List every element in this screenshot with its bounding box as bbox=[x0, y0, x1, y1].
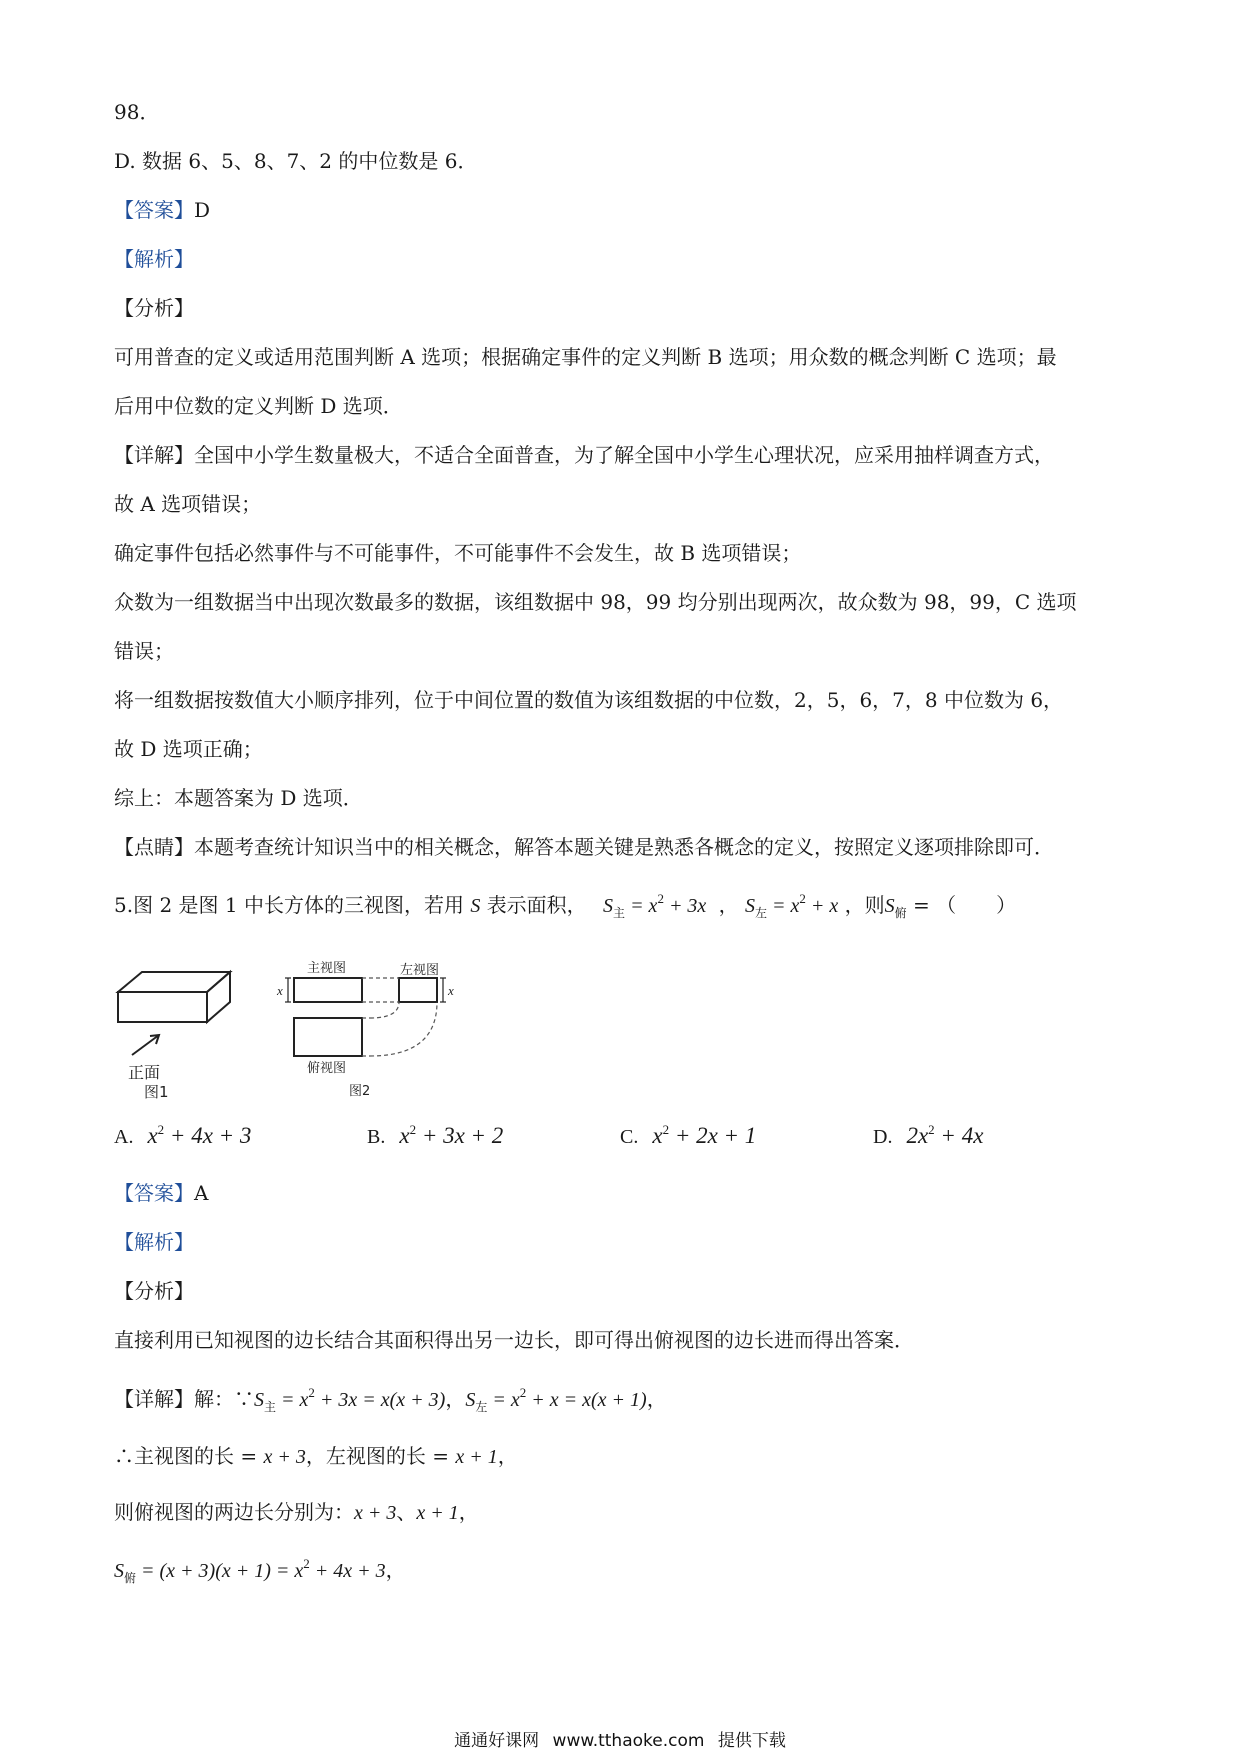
math-expression: x + 1 bbox=[416, 1502, 459, 1524]
answer-line-1 bbox=[114, 195, 210, 225]
footer-site-name: 通通好课网 bbox=[454, 1731, 540, 1751]
math-superscript: 2 bbox=[657, 891, 664, 906]
analysis-text: 后用中位数的定义判断 D 选项． bbox=[114, 394, 403, 418]
math-expression: x + 3 bbox=[354, 1502, 397, 1524]
punctuation: ， bbox=[445, 1387, 466, 1411]
math-superscript: 2 bbox=[308, 1385, 315, 1400]
math-expression: = (x + 3)(x + 1) = x bbox=[136, 1560, 304, 1582]
math-symbol: S bbox=[745, 895, 756, 917]
detail-text: 故 A 选项错误； bbox=[114, 492, 262, 516]
front-label: 正面 bbox=[128, 1063, 161, 1082]
answer-value: D bbox=[194, 198, 211, 222]
punctuation: ， bbox=[646, 1387, 667, 1411]
main-view-rect bbox=[294, 978, 362, 1002]
detail-line bbox=[114, 440, 1054, 470]
math-expression: x + 3 bbox=[263, 1446, 306, 1468]
option-label: A. bbox=[114, 1126, 134, 1148]
math-superscript: 2 bbox=[662, 1122, 670, 1137]
top-view-rect bbox=[294, 1018, 362, 1056]
x-dimension-label: x bbox=[448, 983, 454, 998]
detail-tag: 【详解】 bbox=[114, 1387, 194, 1411]
math-symbol: S bbox=[254, 1389, 264, 1411]
math-expression: + 4x bbox=[934, 1123, 984, 1148]
option-label: C. bbox=[620, 1126, 639, 1148]
option-label: B. bbox=[367, 1126, 386, 1148]
figure-2-label: 图2 bbox=[349, 1084, 371, 1099]
math-subscript: 主 bbox=[613, 906, 626, 920]
cuboid-side-face bbox=[207, 972, 230, 1022]
option-label: D. bbox=[873, 1126, 893, 1148]
therefore-line bbox=[114, 1441, 518, 1472]
answer-tag: 【答案】 bbox=[114, 1181, 194, 1205]
math-symbol: S bbox=[465, 1389, 476, 1411]
fenxi-tag: 【分析】 bbox=[114, 1279, 194, 1303]
math-expression: + x = x(x + 1) bbox=[526, 1389, 647, 1411]
dianjing-text: 本题考查统计知识当中的相关概念，解答本题关键是熟悉各概念的定义，按照定义逐项排除即可． bbox=[194, 835, 1054, 859]
text-line: 98． bbox=[114, 100, 160, 124]
math-symbol: S bbox=[884, 895, 895, 917]
detail-text: 确定事件包括必然事件与不可能事件，不可能事件不会发生，故 B 选项错误； bbox=[114, 541, 802, 565]
math-subscript: 主 bbox=[264, 1400, 277, 1414]
cuboid-front-face bbox=[118, 992, 207, 1022]
math-expression: + 3x + 2 bbox=[416, 1123, 504, 1148]
punctuation: ， bbox=[497, 1444, 518, 1468]
answer-line-2 bbox=[114, 1178, 208, 1208]
math-symbol: S bbox=[114, 1560, 124, 1582]
question-text: = （ ） bbox=[906, 893, 1017, 917]
three-view-figure bbox=[108, 948, 468, 1100]
detail-text: ∴主视图的长 = bbox=[114, 1444, 264, 1468]
question-text: 表示面积， bbox=[486, 893, 587, 917]
answer-tag: 【答案】 bbox=[114, 198, 194, 222]
math-expression: + 4x + 3 bbox=[309, 1560, 386, 1582]
dimension-marks bbox=[285, 978, 446, 1002]
detail-text: 则俯视图的两边长分别为： bbox=[114, 1500, 354, 1524]
math-expression: x bbox=[652, 1123, 663, 1148]
math-expression: 2x bbox=[906, 1123, 929, 1148]
math-superscript: 2 bbox=[409, 1122, 417, 1137]
cuboid-figure-1 bbox=[118, 972, 230, 1055]
fenxi-tag: 【分析】 bbox=[114, 296, 194, 320]
detail-text: 故 D 选项正确； bbox=[114, 737, 263, 761]
detail-text: 全国中小学生数量极大，不适合全面普查，为了解全国中小学生心理状况，应采用抽样调查方式， bbox=[194, 443, 1054, 467]
math-expression: = x bbox=[487, 1389, 520, 1411]
math-symbol: S bbox=[603, 895, 614, 917]
detail-text: 综上：本题答案为 D 选项． bbox=[114, 786, 363, 810]
analysis-text: 直接利用已知视图的边长结合其面积得出另一边长，即可得出俯视图的边长进而得出答案． bbox=[114, 1328, 914, 1352]
detail-text: ，左视图的长 = bbox=[305, 1444, 456, 1468]
figure-1-label: 图1 bbox=[144, 1083, 169, 1100]
math-subscript: 左 bbox=[475, 1400, 488, 1414]
math-superscript: 2 bbox=[928, 1122, 935, 1137]
question-text: 5.图 2 是图 1 中长方体的三视图，若用 bbox=[114, 893, 464, 917]
punctuation: ， bbox=[458, 1500, 479, 1524]
dianjing-line bbox=[114, 832, 1054, 862]
math-expression: + 2x + 1 bbox=[669, 1123, 757, 1148]
math-expression: = x bbox=[276, 1389, 309, 1411]
math-expression: x bbox=[399, 1123, 410, 1148]
math-subscript: 俯 bbox=[124, 1571, 137, 1585]
option-b[interactable] bbox=[367, 1121, 503, 1152]
analysis-tag: 【解析】 bbox=[114, 1230, 194, 1254]
option-d[interactable] bbox=[873, 1121, 983, 1152]
detail-text: 解：∵ bbox=[194, 1387, 254, 1411]
math-expression: + x bbox=[805, 895, 839, 917]
math-superscript: 2 bbox=[303, 1556, 310, 1571]
three-views bbox=[294, 978, 437, 1056]
sides-line bbox=[114, 1497, 479, 1528]
math-superscript: 2 bbox=[157, 1122, 165, 1137]
option-d-previous: D. 数据 6、5、8、7、2 的中位数是 6． bbox=[114, 149, 478, 173]
math-expression: x + 1 bbox=[455, 1446, 498, 1468]
math-expression: + 3x bbox=[663, 895, 707, 917]
left-view-label: 左视图 bbox=[400, 963, 440, 978]
answer-value: A bbox=[194, 1181, 209, 1205]
math-expression: = x bbox=[767, 895, 800, 917]
analysis-text: 可用普查的定义或适用范围判断 A 选项；根据确定事件的定义判断 B 选项；用众数的概念判断 C 选项；最 bbox=[114, 345, 1057, 369]
dianjing-tag: 【点睛】 bbox=[114, 835, 194, 859]
detail-text: 错误； bbox=[114, 639, 174, 663]
detail-text: 将一组数据按数值大小顺序排列，位于中间位置的数值为该组数据的中位数，2，5，6，7，8 中位数为 6， bbox=[114, 688, 1064, 712]
question-text: ，则 bbox=[844, 893, 885, 917]
math-subscript: 左 bbox=[755, 906, 768, 920]
front-arrow-shaft bbox=[132, 1035, 159, 1055]
final-line bbox=[114, 1555, 406, 1586]
footer-text: 提供下载 bbox=[717, 1731, 786, 1751]
math-superscript: 2 bbox=[799, 891, 806, 906]
option-c[interactable] bbox=[620, 1121, 756, 1152]
math-subscript: 俯 bbox=[894, 906, 907, 920]
math-expression: + 4x + 3 bbox=[164, 1123, 252, 1148]
punctuation: 、 bbox=[396, 1500, 417, 1524]
math-symbol: S bbox=[470, 895, 481, 917]
question-5: 5.图 2 是图 1 中长方体的三视图，若用 S 表示面积， $S_主 = x^2 + 3x$ ， $S_左 = x^2 + x$ ，则$S_俯$ = （ ） bbox=[114, 891, 1017, 920]
math-superscript: 2 bbox=[519, 1385, 527, 1400]
top-view-label: 俯视图 bbox=[307, 1061, 347, 1076]
option-a[interactable] bbox=[114, 1121, 251, 1152]
main-view-label: 主视图 bbox=[307, 961, 347, 976]
left-view-rect bbox=[399, 978, 437, 1002]
x-dimension-label: x bbox=[277, 983, 283, 998]
math-expression: x bbox=[147, 1123, 158, 1148]
detail-line-2 bbox=[114, 1384, 667, 1415]
punctuation: ， bbox=[385, 1558, 406, 1582]
analysis-tag: 【解析】 bbox=[114, 247, 194, 271]
detail-text: 众数为一组数据当中出现次数最多的数据，该组数据中 98，99 均分别出现两次，故众数为 98，99，C 选项 bbox=[114, 590, 1077, 614]
cuboid-top-face bbox=[118, 972, 230, 992]
footer-link[interactable]: www.tthaoke.com bbox=[552, 1731, 705, 1751]
math-expression: = x bbox=[625, 895, 658, 917]
detail-tag: 【详解】 bbox=[114, 443, 194, 467]
math-expression: + 3x = x(x + 3) bbox=[314, 1389, 446, 1411]
page-footer bbox=[0, 1726, 1240, 1751]
